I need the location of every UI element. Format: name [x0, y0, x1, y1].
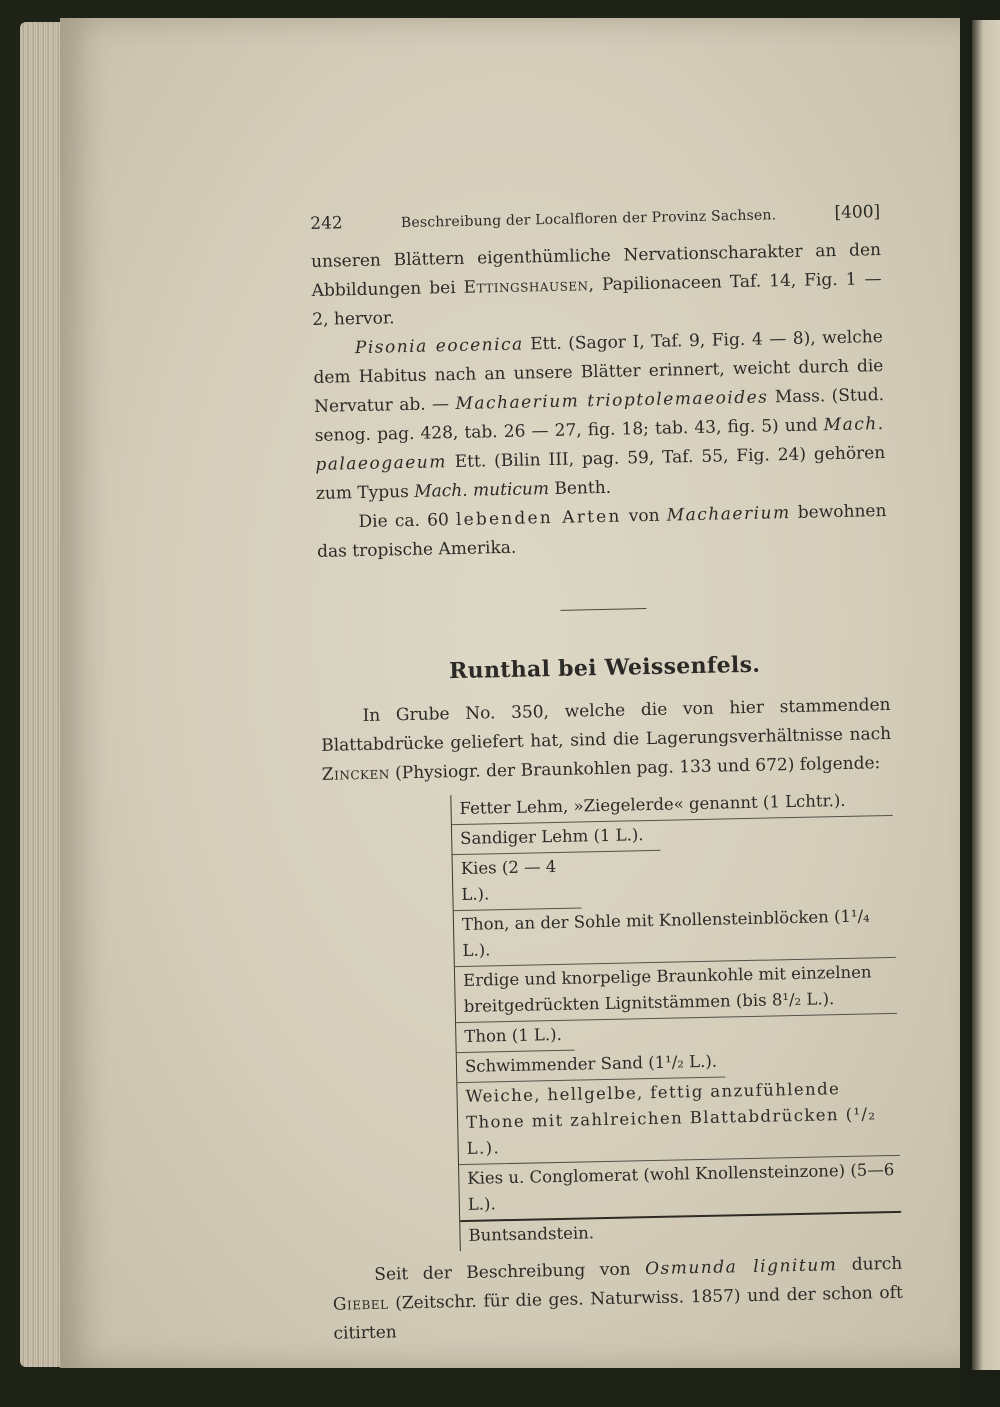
- text: (Physiogr. der Braunkohlen pag. 133 und 672) folgende:: [389, 753, 881, 784]
- page-content: [310, 198, 904, 1349]
- text: von: [621, 505, 667, 527]
- original-page-number: [400]: [834, 202, 881, 224]
- text: bewohnen das tropische Amerika.: [316, 500, 887, 562]
- running-title: Beschreibung der Localfloren der Provinz Sachsen.: [400, 207, 777, 232]
- stratum-layer: Schwimmender Sand (1¹/₂ L.).: [457, 1048, 726, 1084]
- stratum-layer: Kies (2 — 4 L.).: [453, 852, 582, 911]
- text: In Grube No. 350, welche die von hier stammenden Blattabdrücke geliefert hat, sind die Lagerungsverhältnisse nach: [321, 694, 892, 756]
- text: Seit der Beschreibung von: [374, 1259, 646, 1285]
- stratum-layer: Weiche, hellgelbe, fettig anzufühlende Thone mit zahlreichen Blattabdrücken (¹/₂ L.).: [457, 1074, 900, 1165]
- spaced-text: lebenden Arten: [455, 506, 622, 531]
- paragraph: [316, 497, 887, 567]
- paragraph: [311, 236, 883, 335]
- taxon-name: Osmunda lignitum: [644, 1255, 838, 1280]
- author-name: Giebel: [332, 1293, 389, 1315]
- stratum-layer: Sandiger Lehm (1 L.).: [452, 821, 661, 855]
- text: Ett. (Sagor I, Taf. 9, Fig. 4 — 8), welche dem Habitus nach an unsere Blätter erinnert, weicht durch die Nervatur ab. —: [313, 327, 884, 417]
- stratum-layer: Fetter Lehm, »Ziegelerde« genannt (1 Lchtr.).: [451, 786, 893, 825]
- taxon-name: Pisonia eocenica: [354, 334, 524, 359]
- stratum-layer: Thon, an der Sohle mit Knollensteinblöcken (1¹/₄ L.).: [454, 902, 896, 967]
- text: (Zeitschr. für die ges. Naturwiss. 1857) und der schon oft citirten: [333, 1282, 904, 1344]
- section-title: Runthal bei Weissenfels.: [448, 651, 761, 685]
- taxon-name: Machaerium: [666, 503, 791, 526]
- text: Benth.: [548, 477, 612, 500]
- author-name: Ettingshausen: [463, 275, 589, 298]
- separator-rule: [560, 608, 646, 611]
- paragraph: [332, 1250, 904, 1349]
- taxon-name: Mach. muticum: [414, 479, 550, 502]
- page-number: 242: [310, 213, 343, 234]
- stratum-layer: Thon (1 L.).: [456, 1021, 575, 1053]
- text: Ett. (Bilin III, pag. 59, Taf. 55, Fig. 24) gehören zum Typus: [315, 443, 886, 504]
- stratum-layer: Buntsandstein.: [468, 1223, 595, 1245]
- text: unseren Blättern eigenthümliche Nervationscharakter an den Abbildungen bei: [310, 240, 882, 301]
- taxon-name: Mach. palaeogaeum: [315, 414, 885, 475]
- author-name: Zincken: [321, 763, 390, 785]
- text: durch: [837, 1253, 903, 1276]
- text: Mass. (Stud. senog. pag. 428, tab. 26 — 27, fig. 18; tab. 43, fig. 5) und: [314, 385, 885, 446]
- paragraph: [313, 323, 887, 509]
- stratum-layer: Erdige und knorpelige Braunkohle mit einzelnen breitgedrückten Lignitstämmen (bis 8¹/₂ L.).: [455, 958, 897, 1023]
- strata-profile: [450, 786, 901, 1251]
- stratum-layer: Kies u. Conglomerat (wohl Knollensteinzone) (5—6 L.).: [459, 1156, 901, 1222]
- text: , Papilionaceen Taf. 14, Fig. 1 — 2, hervor.: [312, 269, 882, 330]
- paragraph: [320, 691, 892, 790]
- facing-page-edge: [972, 20, 1000, 1370]
- text: Die ca. 60: [358, 510, 457, 533]
- taxon-name: Machaerium trioptolemaeoides: [455, 387, 769, 414]
